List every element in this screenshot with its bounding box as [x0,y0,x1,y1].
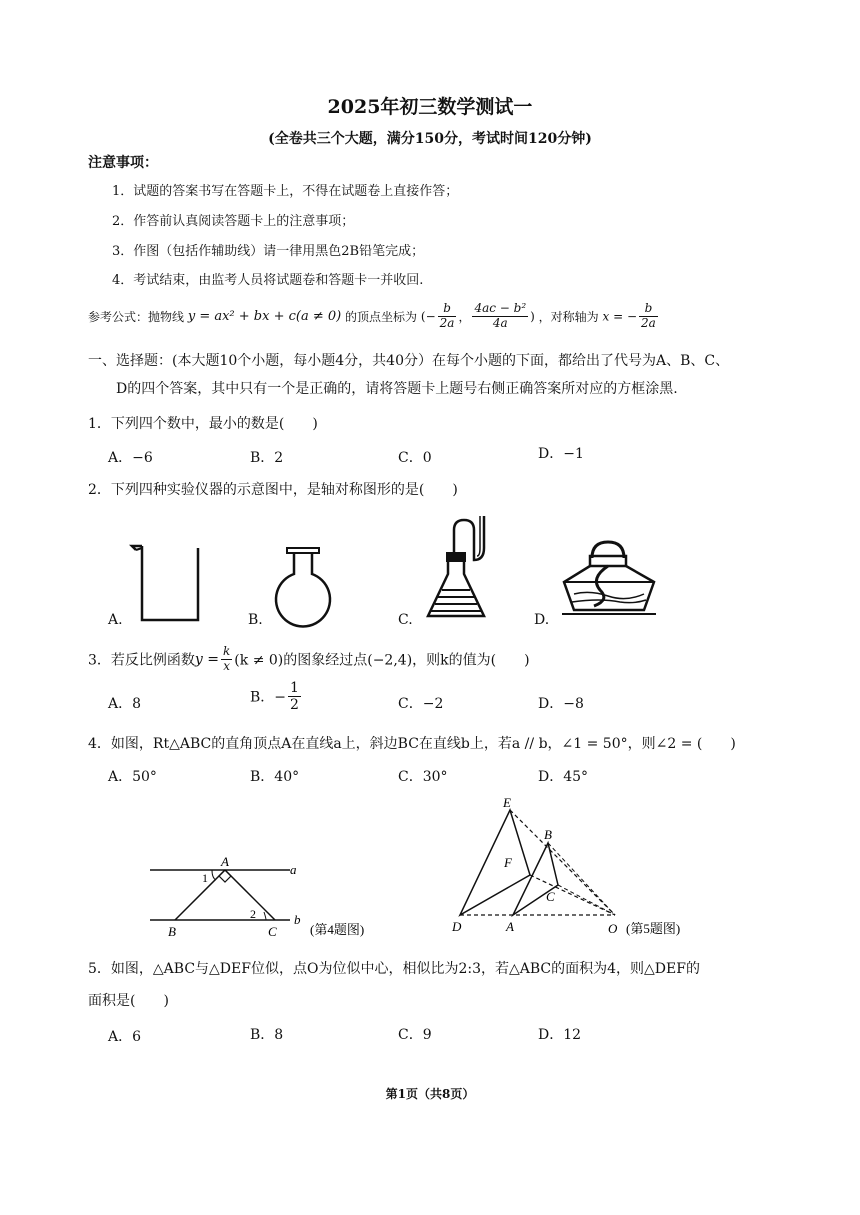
beaker-icon [130,540,210,625]
fig5-label-e: E [503,795,511,810]
fig5-label-a: A [506,919,514,934]
k-over-x-fraction: $\frac{k}{x}$ [223,644,231,673]
q1-option-d: D．−1 [538,446,584,462]
fig4-label-angle-1: 1 [202,871,208,885]
fig4-label-angle-2: 2 [250,907,256,921]
q1-option-a: A．−6 [108,450,153,466]
question-3-stem: 3．若反比例函数y = $\frac{k}{x}$ (k ≠ 0)的图象经过点(−2,4)，则k的值为( ) [88,644,530,673]
fig4-label-line-b: b [294,912,301,927]
q3-option-a: A．8 [108,696,142,712]
q5-option-d: D．12 [538,1027,582,1043]
fig4-label-line-a: a [290,862,297,877]
fig5-label-d: D [452,919,462,934]
fig4-caption: (第4题图) [310,922,365,937]
q5-option-b: B．8 [250,1027,284,1043]
note-item: 3．作图（包括作辅助线）请一律用黑色2B铅笔完成； [112,244,425,259]
fig4-label-c-point: C [268,924,277,939]
fig5-label-b: B [544,827,552,842]
q4-option-b: B．40° [250,769,300,785]
q2-option-b: B. [248,612,263,628]
notes-heading: 注意事项： [88,155,158,171]
fig5-caption: (第5题图) [626,921,681,936]
vertex-x-fraction: $\frac{b}{2a}$ [439,301,455,330]
section-instructions: D的四个答案，其中只有一个是正确的，请将答题卡上题号右侧正确答案所对应的方框涂黑. [116,381,678,397]
section-heading: 一、选择题：(本大题10个小题，每小题4分，共40分）在每个小题的下面，都给出了代号为A、B、C、 [88,353,730,369]
question-5-stem-cont: 面积是( ) [88,993,169,1009]
round-flask-icon [270,540,340,625]
page-subtitle: (全卷共三个大题，满分150分，考试时间120分钟) [268,131,592,147]
q4-option-c: C．30° [398,769,448,785]
q5-option-a: A．6 [108,1029,142,1045]
note-item: 2．作答前认真阅读答题卡上的注意事项； [112,214,355,229]
note-item: 4．考试结束，由监考人员将试题卷和答题卡一并收回. [112,273,424,288]
q2-option-d: D. [534,612,550,628]
reference-formula: 参考公式：抛物线 y = ax² + bx + c(a ≠ 0) 的顶点坐标为 (− $\frac{b}{2a}$ ， $\frac{\text{4ac − b²}}{4a}$ ) ，对称轴为 x = − $\frac{b}{2a}$ [88,301,656,330]
page-footer: 第1页（共8页） [385,1087,475,1101]
q3-option-b: B．− $\frac{1}{2}$ [250,680,299,714]
q1-option-b: B．2 [250,450,284,466]
alcohol-lamp-icon [560,530,660,625]
q1-option-c: C．0 [398,450,432,466]
fig4-label-b-point: B [168,924,176,939]
page-title: 2025年初三数学测试一 [327,96,533,118]
q4-option-d: D．45° [538,769,589,785]
question-5-stem: 5．如图，△ABC与△DEF位似，点O为位似中心，相似比为2:3，若△ABC的面积为4，则△DEF的 [88,961,700,977]
q2-option-a: A. [108,612,123,628]
figure-q5 [440,795,710,945]
q4-option-a: A．50° [108,769,157,785]
question-1-stem: 1．下列四个数中，最小的数是( ) [88,416,318,432]
q5-option-c: C．9 [398,1027,432,1043]
question-2-stem: 2．下列四种实验仪器的示意图中，是轴对称图形的是( ) [88,482,458,498]
fig5-label-o: O [608,921,618,936]
note-item: 1．试题的答案书写在答题卡上，不得在试题卷上直接作答； [112,184,459,199]
conical-flask-icon [420,508,500,628]
q3-option-c: C．−2 [398,696,444,712]
question-4-stem: 4．如图，Rt△ABC的直角顶点A在直线a上，斜边BC在直线b上，若a // b，∠1 = 50°，则∠2 = ( ) [88,736,736,752]
q2-option-c: C. [398,612,413,628]
axis-fraction: $\frac{b}{2a}$ [641,301,656,330]
vertex-y-fraction: $\frac{\text{4ac − b²}}{4a}$ [474,301,527,330]
fig4-label-a-point: A [221,854,229,869]
fig5-label-c: C [546,889,555,904]
q3-option-d: D．−8 [538,696,584,712]
figure-q4 [140,850,440,945]
fig5-label-f: F [504,855,512,870]
